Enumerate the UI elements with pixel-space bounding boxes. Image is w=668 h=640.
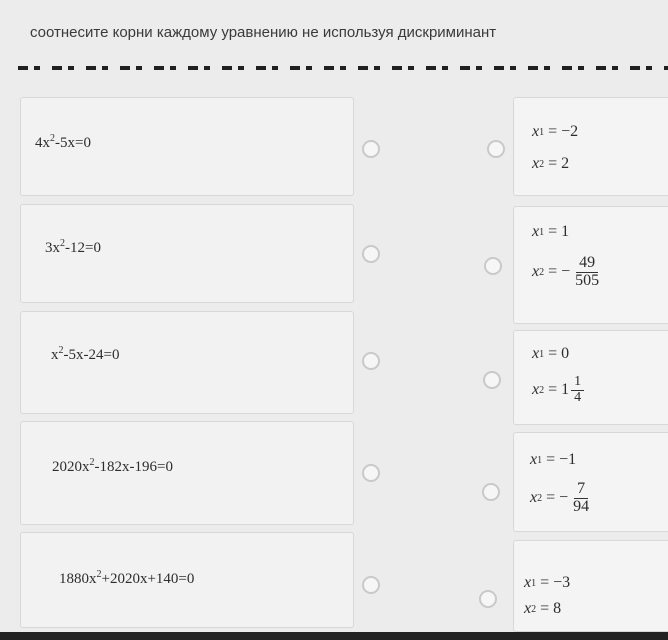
root-x2: x 2 = 8 [524,600,562,617]
equation-radio-3[interactable] [362,352,380,370]
equation-card-4[interactable] [20,421,354,525]
equation-radio-4[interactable] [362,464,380,482]
equation-radio-1[interactable] [362,140,380,158]
equation-text: $1880x^2+2020x+140=0$ [59,569,195,587]
root-x2: x 2 = 2 [532,155,570,172]
equation-card-2[interactable] [20,204,354,303]
equation-card-3[interactable] [20,311,354,414]
roots-radio-5[interactable] [479,590,497,608]
root-x2: x 2 = − $\frac{7}{94}$ [530,481,592,516]
equation-text: $x^2-5x-24=0$ [51,345,120,363]
roots-radio-4[interactable] [482,483,500,501]
bottom-edge [0,632,668,640]
task-title: соотнесите корни каждому уравнению не используя дискриминант [30,24,497,41]
roots-radio-2[interactable] [484,257,502,275]
equation-text: $2020x^2-182x-196=0$ [52,457,173,475]
roots-radio-3[interactable] [483,371,501,389]
equation-radio-5[interactable] [362,576,380,594]
roots-radio-1[interactable] [487,140,505,158]
equation-card-5[interactable] [20,532,354,628]
root-x2: x 2 = 1 $\frac{1}{4}$ [532,375,584,405]
roots-card-4[interactable] [513,432,668,532]
equation-text: $3x^2-12=0$ [45,238,101,256]
root-x1: x 1 = 1 [532,223,570,240]
equation-text: $4x^2-5x=0$ [35,133,91,151]
root-x1: x 1 = 0 [532,345,570,362]
roots-card-2[interactable] [513,206,668,324]
fraction: $\frac{7}{94}$ [573,480,590,515]
root-x2: x 2 = − $\frac{49}{505}$ [532,255,602,290]
equation-radio-2[interactable] [362,245,380,263]
fraction: $\frac{1}{4}$ [571,375,584,405]
root-x1: x 1 = −2 [532,123,579,140]
root-x1: x 1 = −1 [530,451,577,468]
roots-card-5[interactable] [513,540,668,632]
equation-card-1[interactable] [20,97,354,196]
fraction: $\frac{49}{505}$ [575,254,600,289]
root-x1: x 1 = −3 [524,574,571,591]
roots-card-1[interactable] [513,97,668,196]
roots-card-3[interactable] [513,330,668,425]
dashed-divider [18,66,668,70]
